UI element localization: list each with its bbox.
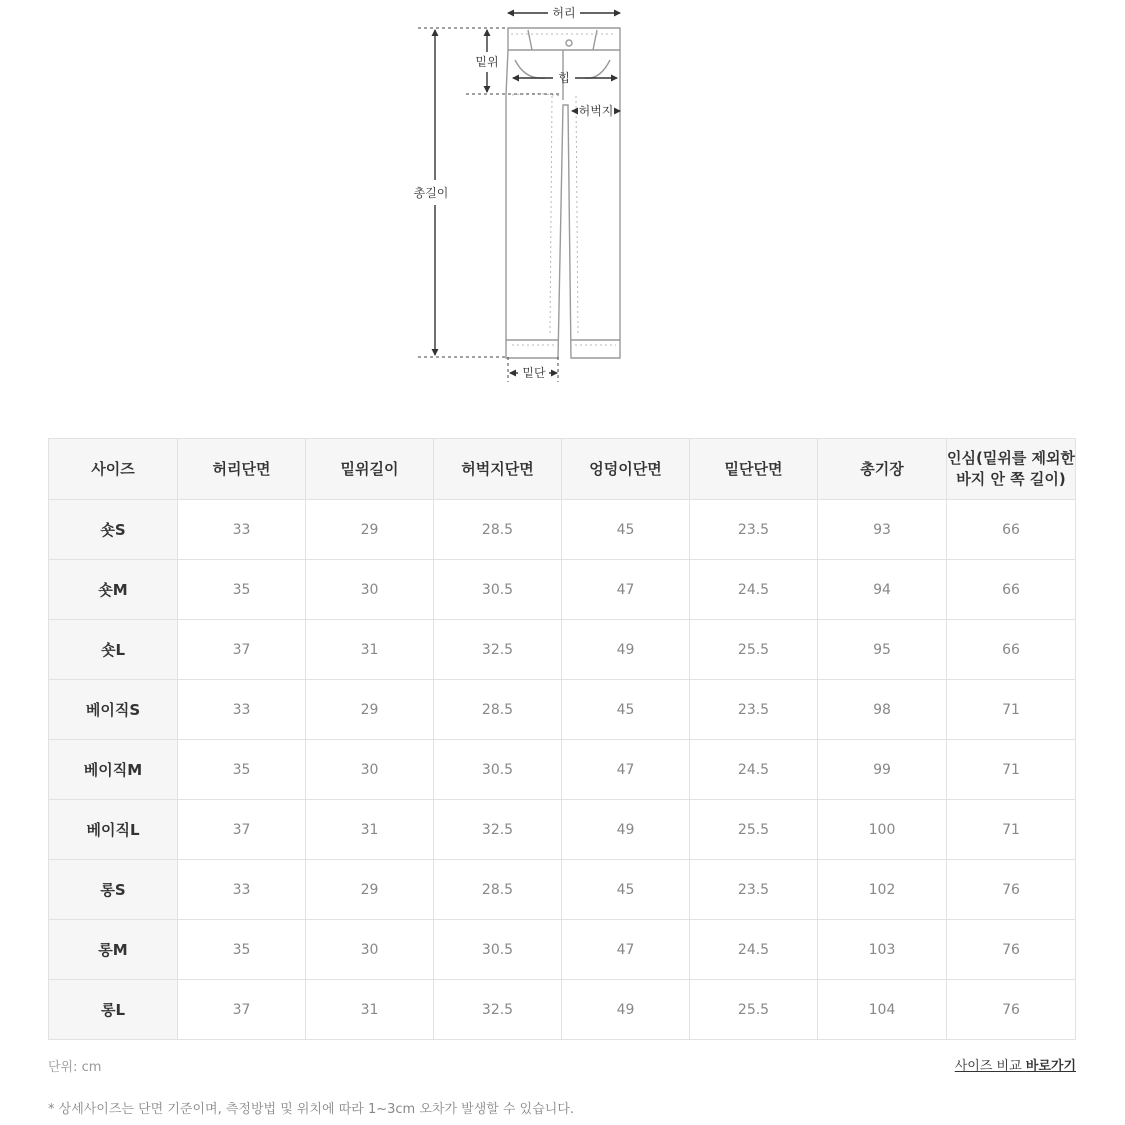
measurement-cell: 35 (178, 560, 306, 620)
table-row (49, 560, 1076, 620)
column-header: 허리단면 (178, 439, 306, 500)
measurement-cell: 47 (562, 740, 690, 800)
size-name-cell: 롱M (49, 920, 178, 980)
column-header: 밑단단면 (690, 439, 818, 500)
table-row (49, 860, 1076, 920)
measurement-cell: 76 (947, 860, 1076, 920)
measurement-cell: 93 (818, 500, 947, 560)
measurement-cell: 31 (306, 620, 434, 680)
measurement-cell: 33 (178, 860, 306, 920)
measurement-cell: 32.5 (434, 620, 562, 680)
measurement-cell: 32.5 (434, 980, 562, 1040)
measurement-cell: 95 (818, 620, 947, 680)
column-header: 밑위길이 (306, 439, 434, 500)
thigh-label: 허벅지 (578, 104, 614, 118)
measurement-cell: 76 (947, 980, 1076, 1040)
measurement-cell: 100 (818, 800, 947, 860)
measurement-cell: 23.5 (690, 680, 818, 740)
measurement-cell: 31 (306, 800, 434, 860)
measurement-cell: 25.5 (690, 980, 818, 1040)
measurement-cell: 29 (306, 500, 434, 560)
measurement-cell: 31 (306, 980, 434, 1040)
measurement-cell: 66 (947, 560, 1076, 620)
measurement-cell: 32.5 (434, 800, 562, 860)
size-compare-link[interactable] (955, 1055, 1076, 1074)
measurement-cell: 25.5 (690, 800, 818, 860)
compare-link-go[interactable]: 바로가기 (1025, 1059, 1076, 1074)
measurement-cell: 37 (178, 980, 306, 1040)
table-row (49, 800, 1076, 860)
table-row (49, 980, 1076, 1040)
column-header: 사이즈 (49, 439, 178, 500)
measurement-cell: 66 (947, 620, 1076, 680)
measurement-cell: 49 (562, 620, 690, 680)
column-header: 허벅지단면 (434, 439, 562, 500)
measurement-cell: 99 (818, 740, 947, 800)
table-row (49, 680, 1076, 740)
column-header: 엉덩이단면 (562, 439, 690, 500)
measurement-cell: 24.5 (690, 740, 818, 800)
size-name-cell: 베이직M (49, 740, 178, 800)
measurement-cell: 71 (947, 740, 1076, 800)
measurement-cell: 102 (818, 860, 947, 920)
measurement-cell: 71 (947, 800, 1076, 860)
measurement-cell: 30 (306, 560, 434, 620)
measurement-cell: 104 (818, 980, 947, 1040)
measurement-cell: 37 (178, 800, 306, 860)
measurement-cell: 23.5 (690, 860, 818, 920)
measurement-cell: 94 (818, 560, 947, 620)
size-name-cell: 롱L (49, 980, 178, 1040)
measurement-cell: 28.5 (434, 680, 562, 740)
measurement-cell: 47 (562, 920, 690, 980)
measurement-cell: 25.5 (690, 620, 818, 680)
column-header: 총기장 (818, 439, 947, 500)
size-name-cell: 숏S (49, 500, 178, 560)
measurement-cell: 29 (306, 860, 434, 920)
waist-label: 허리 (552, 6, 576, 20)
size-name-cell: 숏L (49, 620, 178, 680)
measurement-footnote: * 상세사이즈는 단면 기준이며, 측정방법 및 위치에 따라 1~3cm 오차가 발생할 수 있습니다. (48, 1102, 575, 1117)
table-header-row (49, 439, 1076, 500)
measurement-cell: 30 (306, 740, 434, 800)
measurement-cell: 24.5 (690, 560, 818, 620)
measurement-cell: 76 (947, 920, 1076, 980)
size-name-cell: 롱S (49, 860, 178, 920)
measurement-cell: 45 (562, 680, 690, 740)
measurement-cell: 28.5 (434, 860, 562, 920)
compare-link-prefix: 사이즈 비교 (954, 1059, 1026, 1074)
size-name-cell: 숏M (49, 560, 178, 620)
measurement-cell: 30 (306, 920, 434, 980)
measurement-cell: 30.5 (434, 740, 562, 800)
measurement-cell: 30.5 (434, 920, 562, 980)
measurement-cell: 29 (306, 680, 434, 740)
total-length-label: 총길이 (413, 186, 449, 200)
measurement-cell: 35 (178, 920, 306, 980)
measurement-cell: 35 (178, 740, 306, 800)
size-name-cell: 베이직L (49, 800, 178, 860)
size-name-cell: 베이직S (49, 680, 178, 740)
measurement-cell: 37 (178, 620, 306, 680)
measurement-cell: 49 (562, 980, 690, 1040)
hem-label: 밑단 (522, 366, 546, 380)
table-row (49, 620, 1076, 680)
measurement-cell: 33 (178, 680, 306, 740)
measurement-cell: 45 (562, 500, 690, 560)
measurement-cell: 45 (562, 860, 690, 920)
column-header: 인심(밑위를 제외한 바지 안 쪽 길이) (947, 439, 1076, 500)
table-row (49, 920, 1076, 980)
measurement-cell: 33 (178, 500, 306, 560)
measurement-cell: 71 (947, 680, 1076, 740)
rise-label: 밑위 (475, 55, 499, 69)
measurement-cell: 24.5 (690, 920, 818, 980)
measurement-cell: 30.5 (434, 560, 562, 620)
unit-note: 단위: cm (48, 1060, 102, 1075)
table-row (49, 740, 1076, 800)
pants-measurement-diagram (0, 0, 1125, 400)
measurement-cell: 47 (562, 560, 690, 620)
table-row (49, 500, 1076, 560)
measurement-cell: 49 (562, 800, 690, 860)
measurement-cell: 23.5 (690, 500, 818, 560)
size-table (48, 438, 1076, 1040)
hip-label: 힙 (558, 71, 570, 85)
measurement-cell: 98 (818, 680, 947, 740)
measurement-cell: 103 (818, 920, 947, 980)
measurement-cell: 28.5 (434, 500, 562, 560)
measurement-cell: 66 (947, 500, 1076, 560)
